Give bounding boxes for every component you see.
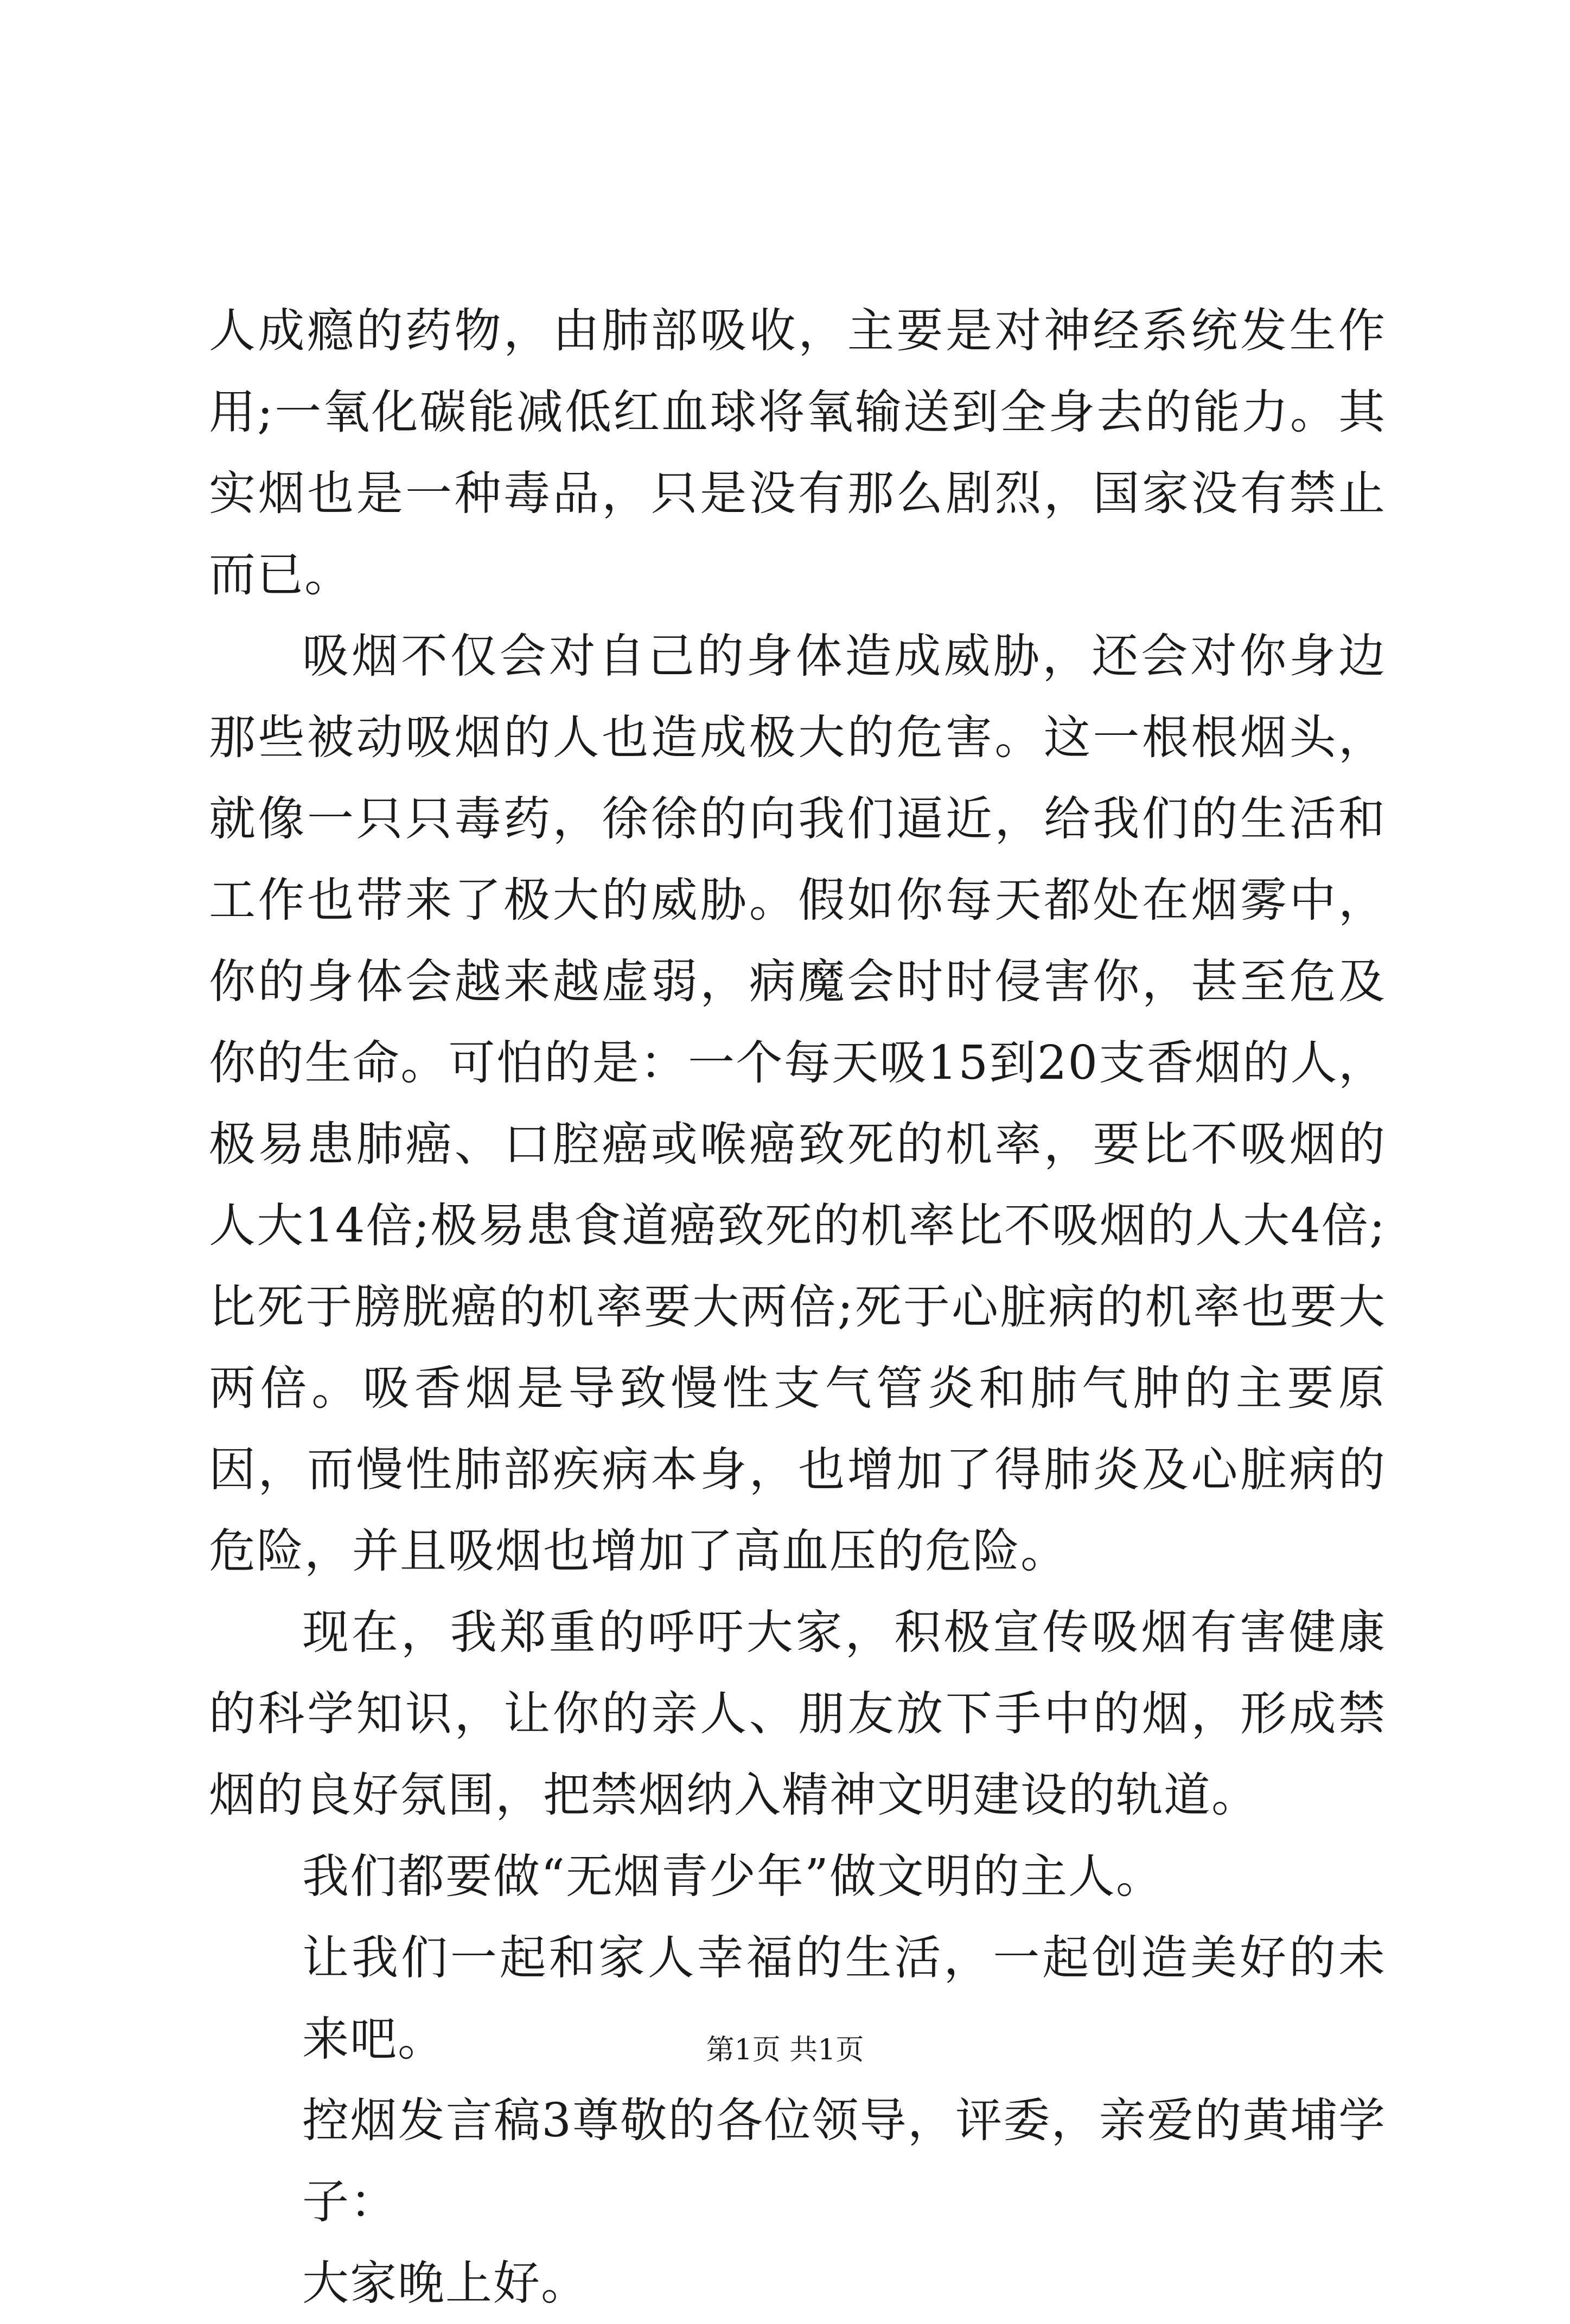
paragraph-appeal: 现在，我郑重的呼吁大家，积极宣传吸烟有害健康的科学知识，让你的亲人、朋友放下手中的烟，形成禁烟的良好氛围，把禁烟纳入精神文明建设的轨道。 — [209, 1605, 1386, 1822]
paragraph-passive-smoking: 吸烟不仅会对自己的身体造成威胁，还会对你身边那些被动吸烟的人也造成极大的危害。这一根根烟头，就像一只只毒药，徐徐的向我们逼近，给我们的生活和工作也带来了极大的威胁。假如你每天都处在烟雾中，你的身体会越来越虚弱，病魔会时时侵害你，甚至危及你的生命。可怕的是：一个每天吸15到20支香烟的人，极易患肺癌、口腔癌或喉癌致死的机率，要比不吸烟的人大14倍;极易患食道癌致死的机率比不吸烟的人大4倍;比死于膀胱癌的机率要大两倍;死于心脏病的机率也要大两倍。吸香烟是导致慢性支气管炎和肺气肿的主要原因，而慢性肺部疾病本身，也增加了得肺炎及心脏病的危险，并且吸烟也增加了高血压的危险。 — [209, 629, 1386, 1578]
paragraph-smoke-free-youth: 我们都要做“无烟青少年”做文明的主人。 — [302, 1849, 1164, 1904]
page-number-footer: 第1页 共1页 — [706, 2034, 864, 2066]
document-body — [209, 290, 1386, 2324]
paragraph-continued: 人成瘾的药物，由肺部吸收，主要是对神经系统发生作用;一氧化碳能减低红血球将氧输送到全身去的能力。其实烟也是一种毒品，只是没有那么剧烈，国家没有禁止而已。 — [209, 304, 1386, 602]
paragraph-speech-3-greeting: 控烟发言稿3尊敬的各位领导，评委，亲爱的黄埔学子： — [302, 2093, 1386, 2229]
paragraph-good-evening: 大家晚上好。 — [302, 2256, 589, 2310]
paragraph-future: 让我们一起和家人幸福的生活，一起创造美好的未来吧。 — [302, 1931, 1386, 2066]
